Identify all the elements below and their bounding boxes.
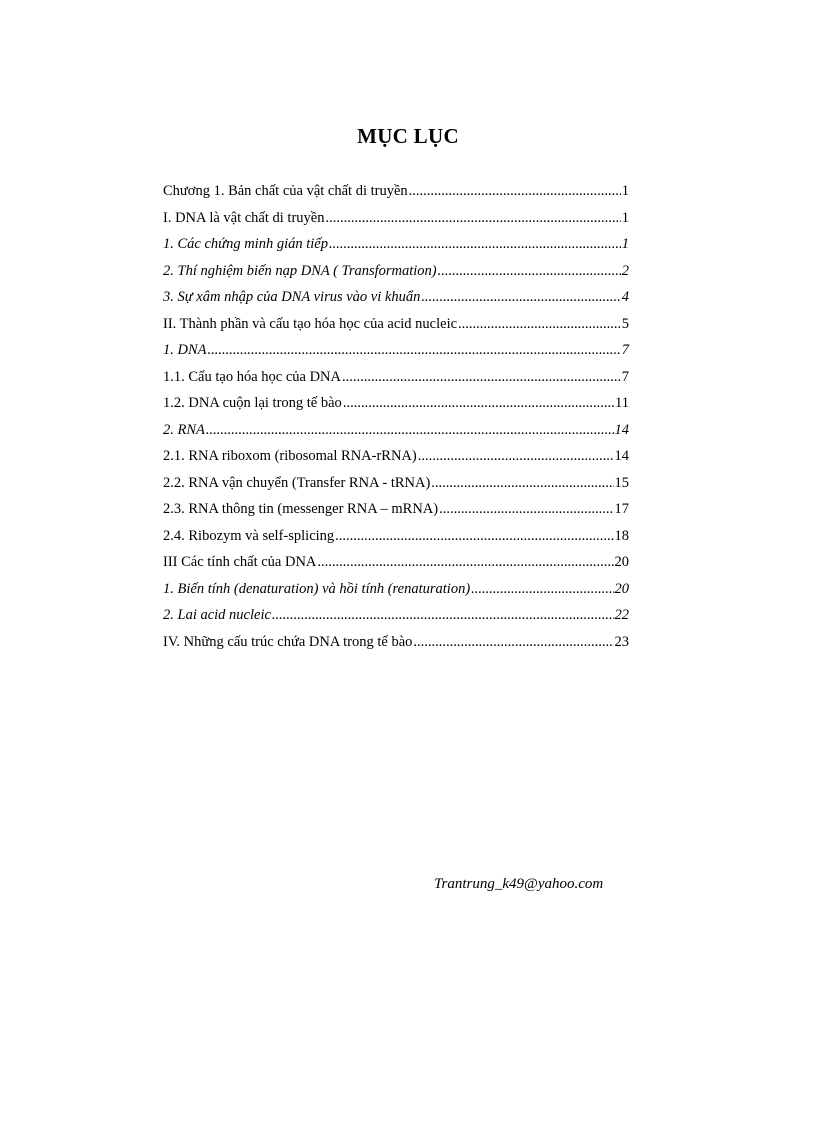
toc-entry-page-number: 7 [621,342,629,358]
toc-entry[interactable] [163,263,629,290]
toc-entry[interactable] [163,316,629,343]
toc-entry-title: 2.2. RNA vận chuyển (Transfer RNA - tRNA) [163,474,431,491]
toc-entry-page-number: 14 [614,448,629,464]
toc-entry-title: 1. Các chứng minh gián tiếp [163,236,328,252]
toc-entry[interactable] [163,501,629,528]
toc-dot-leader [317,554,613,571]
toc-entry-title: 1.1. Cấu tạo hóa học của DNA [163,368,341,385]
toc-dot-leader [208,342,621,359]
toc-entry-page-number: 17 [614,501,629,517]
toc-dot-leader [342,369,621,386]
toc-entry[interactable] [163,289,629,316]
toc-entry-title: III Các tính chất của DNA [163,554,317,570]
toc-dot-leader [325,210,620,227]
toc-entry-page-number: 23 [614,633,629,650]
toc-entry-title: 2. Lai acid nucleic [163,607,271,623]
toc-dot-leader [421,289,620,306]
toc-entry-title: IV. Những cấu trúc chứa DNA trong tế bào [163,633,413,650]
toc-entry-title: 2. Thí nghiệm biến nạp DNA ( Transformation) [163,262,437,279]
toc-dot-leader [343,395,614,412]
toc-dot-leader [458,316,621,333]
toc-entry-page-number: 7 [621,368,629,385]
toc-entry-title: 1. DNA [163,342,207,358]
toc-dot-leader [439,501,613,518]
toc-entry-title: 1. Biến tính (denaturation) và hồi tính (renaturation) [163,580,471,597]
toc-entry[interactable] [163,528,629,555]
toc-dot-leader [418,448,614,465]
toc-entry-title: Chương 1. Bản chất của vật chất di truyền [163,183,408,199]
toc-entry-title: 2. RNA [163,421,205,438]
toc-entry-page-number: 5 [621,315,629,332]
toc-entry-page-number: 4 [621,289,629,305]
toc-entry-page-number: 1 [621,183,629,199]
toc-entry-page-number: 18 [614,527,629,544]
toc-entry[interactable] [163,210,629,237]
toc-entry[interactable] [163,395,629,422]
toc-entry[interactable] [163,634,629,661]
table-of-contents [163,183,629,660]
toc-entry-title: II. Thành phần và cấu tạo hóa học của acid nucleic [163,315,458,332]
toc-entry-page-number: 20 [614,580,629,597]
toc-entry-title: 2.4. Ribozym và self-splicing [163,527,335,544]
toc-dot-leader [206,422,614,439]
toc-entry[interactable] [163,369,629,396]
toc-entry-page-number: 2 [621,262,629,279]
toc-entry-page-number: 15 [614,474,629,491]
toc-entry[interactable] [163,236,629,263]
toc-dot-leader [431,475,613,492]
toc-dot-leader [329,236,621,253]
toc-entry[interactable] [163,581,629,608]
toc-entry-page-number: 11 [615,395,629,411]
toc-entry-page-number: 1 [621,209,629,226]
toc-dot-leader [409,183,621,200]
toc-entry[interactable] [163,422,629,449]
toc-entry-page-number: 1 [621,236,629,252]
toc-entry[interactable] [163,554,629,581]
page-title: MỤC LỤC [357,124,459,148]
toc-entry-page-number: 22 [614,607,629,623]
toc-entry-page-number: 20 [614,554,629,570]
toc-entry-title: 3. Sự xâm nhập của DNA virus vào vi khuẩn [163,289,421,305]
toc-dot-leader [471,581,613,598]
toc-entry[interactable] [163,475,629,502]
toc-entry-title: I. DNA là vật chất di truyền [163,209,325,226]
toc-entry-page-number: 14 [614,421,629,438]
toc-entry[interactable] [163,342,629,369]
toc-dot-leader [335,528,613,545]
toc-entry-title: 1.2. DNA cuộn lại trong tế bào [163,395,342,411]
toc-entry[interactable] [163,607,629,634]
toc-entry[interactable] [163,183,629,210]
toc-dot-leader [438,263,621,280]
toc-entry-title: 2.1. RNA riboxom (ribosomal RNA-rRNA) [163,448,417,464]
author-email: Trantrung_k49@yahoo.com [434,876,604,892]
toc-entry[interactable] [163,448,629,475]
toc-dot-leader [272,607,614,624]
toc-entry-title: 2.3. RNA thông tin (messenger RNA – mRNA) [163,501,439,517]
toc-dot-leader [413,634,613,651]
